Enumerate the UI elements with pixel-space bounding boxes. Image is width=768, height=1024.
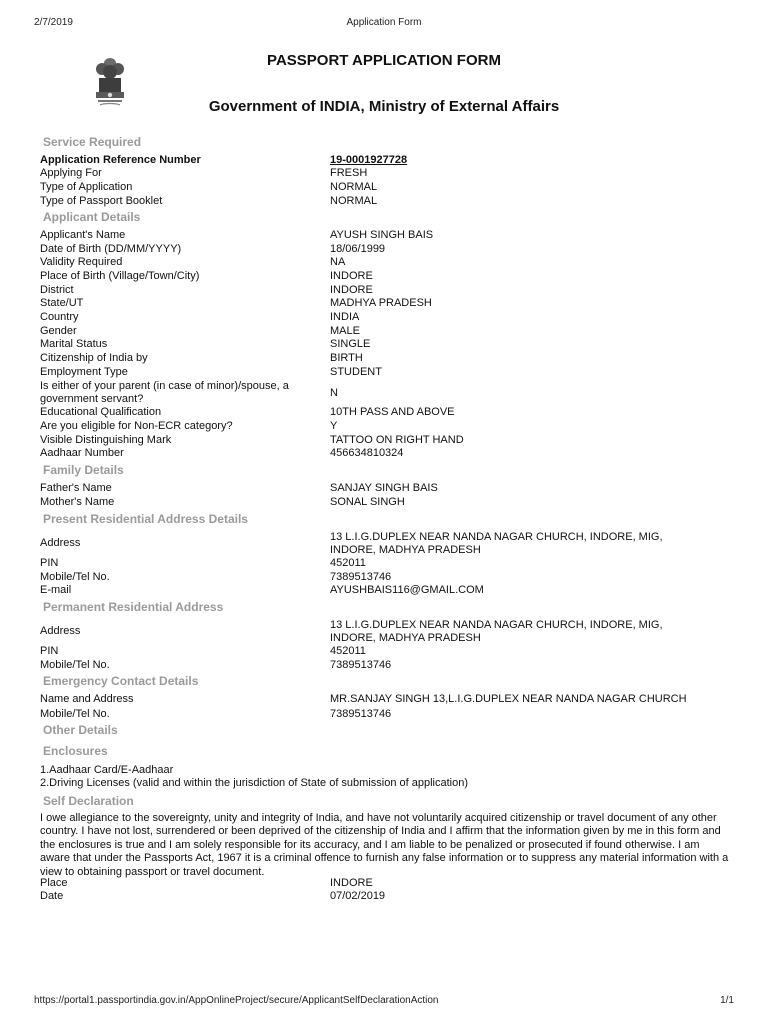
label: Marital Status bbox=[40, 338, 108, 350]
label: Country bbox=[40, 311, 79, 323]
value: INDORE bbox=[330, 877, 373, 889]
value: SANJAY SINGH BAIS bbox=[330, 482, 438, 494]
label: Mobile/Tel No. bbox=[40, 659, 110, 671]
label: Mother's Name bbox=[40, 496, 115, 508]
value: NORMAL bbox=[330, 195, 378, 207]
section-present-address: Present Residential Address Details bbox=[43, 512, 248, 526]
label: Applying For bbox=[40, 167, 102, 179]
value: AYUSH SINGH BAIS bbox=[330, 229, 434, 241]
section-self-declaration: Self Declaration bbox=[43, 794, 134, 808]
label: Place of Birth (Village/Town/City) bbox=[40, 270, 200, 282]
label: State/UT bbox=[40, 297, 84, 309]
value: 07/02/2019 bbox=[330, 890, 386, 902]
label: Mobile/Tel No. bbox=[40, 708, 110, 720]
value: 13 L.I.G.DUPLEX NEAR NANDA NAGAR CHURCH, INDORE, MIG, INDORE, MADHYA PRADESH bbox=[330, 619, 663, 644]
value: 10TH PASS AND ABOVE bbox=[330, 406, 455, 418]
print-title: Application Form bbox=[346, 17, 422, 28]
section-service-required: Service Required bbox=[43, 135, 142, 149]
label: Date bbox=[40, 890, 64, 902]
value: 7389513746 bbox=[330, 659, 392, 671]
label: Employment Type bbox=[40, 366, 128, 378]
value: AYUSHBAIS116@GMAIL.COM bbox=[330, 584, 484, 596]
page-subtitle: Government of INDIA, Ministry of External Affairs bbox=[208, 98, 560, 115]
page-number: 1/1 bbox=[720, 995, 734, 1006]
label: Father's Name bbox=[40, 482, 112, 494]
value: NORMAL bbox=[330, 181, 378, 193]
enclosure-item: 1.Aadhaar Card/E-Aadhaar bbox=[40, 764, 174, 776]
value: STUDENT bbox=[330, 366, 382, 378]
value: 456634810324 bbox=[330, 447, 404, 459]
enclosure-item: 2.Driving Licenses (valid and within the jurisdiction of State of submission of application) bbox=[40, 777, 468, 789]
label: Application Reference Number bbox=[40, 154, 201, 166]
label: Type of Passport Booklet bbox=[40, 195, 163, 207]
value: BIRTH bbox=[330, 352, 363, 364]
print-date: 2/7/2019 bbox=[34, 17, 73, 28]
section-enclosures: Enclosures bbox=[43, 744, 108, 758]
label: Date of Birth (DD/MM/YYYY) bbox=[40, 243, 182, 255]
label: District bbox=[40, 284, 74, 296]
value: 452011 bbox=[330, 557, 366, 569]
print-url: https://portal1.passportindia.gov.in/AppOnlineProject/secure/ApplicantSelfDeclarationAction bbox=[34, 995, 439, 1006]
label: Address bbox=[40, 537, 81, 549]
section-family-details: Family Details bbox=[43, 463, 124, 477]
label: Address bbox=[40, 625, 81, 637]
value: INDIA bbox=[330, 311, 360, 323]
value: 19-0001927728 bbox=[330, 154, 408, 166]
label: Aadhaar Number bbox=[40, 447, 124, 459]
label: Type of Application bbox=[40, 181, 133, 193]
value: FRESH bbox=[330, 167, 368, 179]
label: Are you eligible for Non-ECR category? bbox=[40, 420, 233, 432]
label: Name and Address bbox=[40, 693, 134, 705]
value: TATTOO ON RIGHT HAND bbox=[330, 434, 464, 446]
section-applicant-details: Applicant Details bbox=[43, 210, 141, 224]
label: Visible Distinguishing Mark bbox=[40, 434, 172, 446]
value: MADHYA PRADESH bbox=[330, 297, 432, 309]
section-permanent-address: Permanent Residential Address bbox=[43, 600, 224, 614]
label: PIN bbox=[40, 557, 59, 569]
value: 7389513746 bbox=[330, 571, 392, 583]
page-title: PASSPORT APPLICATION FORM bbox=[267, 52, 501, 69]
value: Y bbox=[330, 420, 338, 432]
value: INDORE bbox=[330, 284, 373, 296]
value: SONAL SINGH bbox=[330, 496, 405, 508]
value: NA bbox=[330, 256, 346, 268]
label: Place bbox=[40, 877, 68, 889]
declaration-text: I owe allegiance to the sovereignty, unity and integrity of India, and have not voluntarily acquired citizenship or travel document of any other country. I have not lost, surrendered or been deprived of the citizenship of India and I affirm that the information given by me in this form and the enclosures is true and I am solely responsible for its accuracy, and I am liable to be penalized or prosecuted if found otherwise. I am aware that under the Passports Act, 1967 it is a criminal offence to furnish any false information or to suppress any material information with a view to obtaining passport or travel document. bbox=[40, 812, 729, 878]
value: N bbox=[330, 387, 338, 399]
value: SINGLE bbox=[330, 338, 371, 350]
label: Gender bbox=[40, 325, 77, 337]
label: Applicant's Name bbox=[40, 229, 126, 241]
label: PIN bbox=[40, 645, 59, 657]
label: Is either of your parent (in case of minor)/spouse, a government servant? bbox=[40, 380, 289, 405]
value: 18/06/1999 bbox=[330, 243, 386, 255]
section-other-details: Other Details bbox=[43, 723, 118, 737]
label: E-mail bbox=[40, 584, 72, 596]
label: Educational Qualification bbox=[40, 406, 162, 418]
value: MR.SANJAY SINGH 13,L.I.G.DUPLEX NEAR NANDA NAGAR CHURCH bbox=[330, 693, 687, 705]
value: 452011 bbox=[330, 645, 366, 657]
value: MALE bbox=[330, 325, 360, 337]
label: Mobile/Tel No. bbox=[40, 571, 110, 583]
value: 7389513746 bbox=[330, 708, 392, 720]
label: Citizenship of India by bbox=[40, 352, 148, 364]
value: INDORE bbox=[330, 270, 373, 282]
label: Validity Required bbox=[40, 256, 123, 268]
section-emergency-contact: Emergency Contact Details bbox=[43, 674, 199, 688]
value: 13 L.I.G.DUPLEX NEAR NANDA NAGAR CHURCH, INDORE, MIG, INDORE, MADHYA PRADESH bbox=[330, 531, 663, 556]
